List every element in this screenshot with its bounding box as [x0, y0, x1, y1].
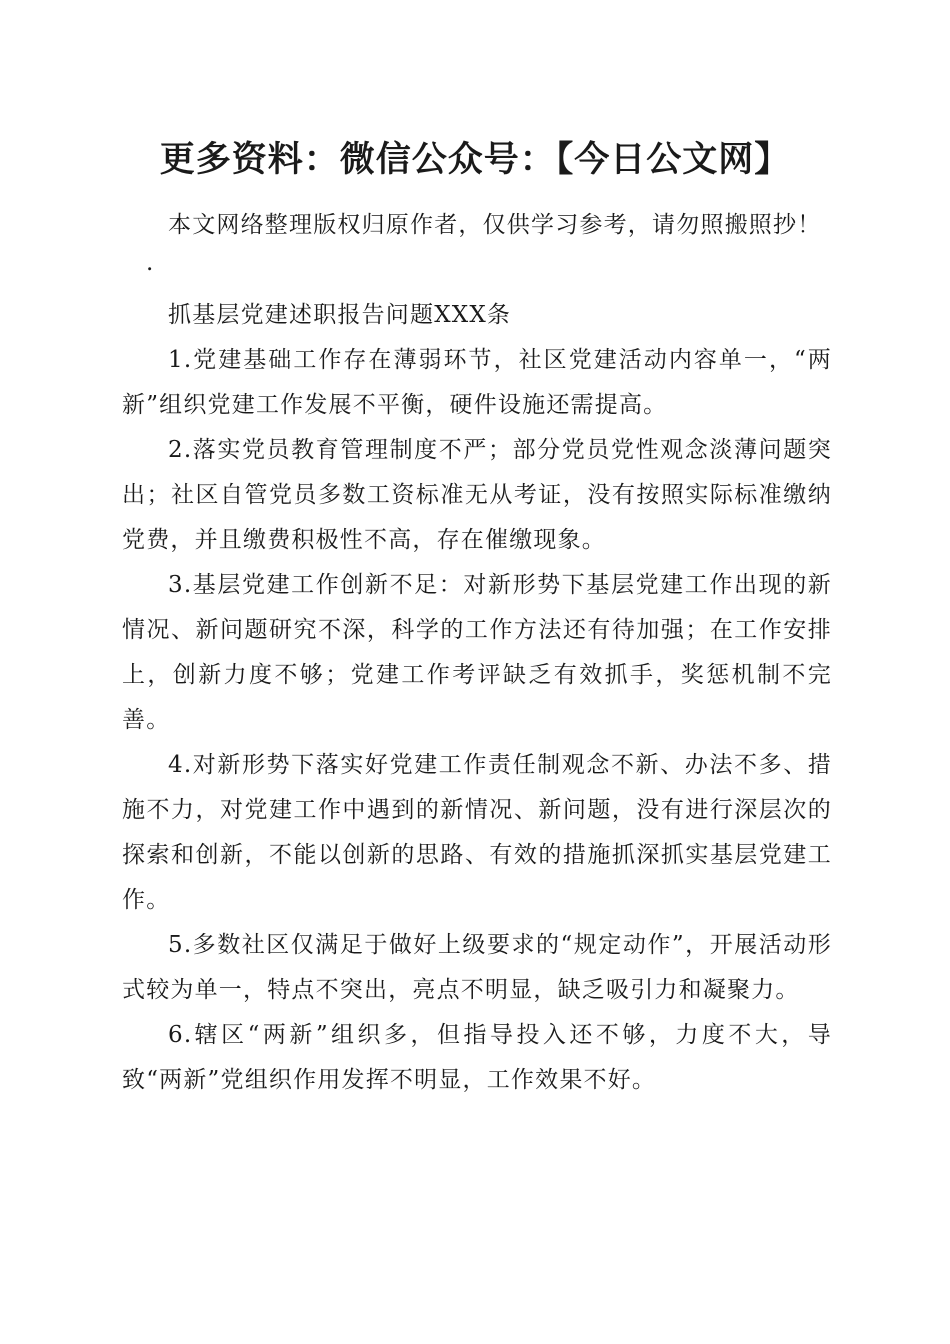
- list-item: 2.落实党员教育管理制度不严；部分党员党性观念淡薄问题突出；社区自管党员多数工资标准无从考证，没有按照实际标准缴纳党费，并且缴费积极性不高，存在催缴现象。: [122, 437, 832, 553]
- list-item: 6.辖区“两新”组织多，但指导投入还不够，力度不大，导致“两新”党组织作用发挥不明显，工作效果不好。: [122, 1022, 832, 1093]
- list-item: 3.基层党建工作创新不足：对新形势下基层党建工作出现的新情况、新问题研究不深，科学的工作方法还有待加强；在工作安排上，创新力度不够；党建工作考评缺乏有效抓手，奖惩机制不完善。: [122, 572, 832, 733]
- section-heading: 抓基层党建述职报告问题XXX条: [168, 302, 512, 328]
- list-item: 5.多数社区仅满足于做好上级要求的“规定动作”，开展活动形式较为单一，特点不突出，亮点不明显，缺乏吸引力和凝聚力。: [122, 932, 832, 1003]
- copyright-notice: 本文网络整理版权归原作者，仅供学习参考，请勿照搬照抄！: [168, 212, 822, 238]
- list-item: 4.对新形势下落实好党建工作责任制观念不新、办法不多、措施不力，对党建工作中遇到的新情况、新问题，没有进行深层次的探索和创新，不能以创新的思路、有效的措施抓深抓实基层党建工作。: [122, 752, 832, 913]
- list-item: 1.党建基础工作存在薄弱环节，社区党建活动内容单一，“两新”组织党建工作发展不平衡，硬件设施还需提高。: [122, 347, 832, 418]
- separator-dot: .: [146, 250, 155, 276]
- document-body: [122, 203, 832, 1103]
- page-title: 更多资料：微信公众号：【今日公文网】: [159, 139, 791, 180]
